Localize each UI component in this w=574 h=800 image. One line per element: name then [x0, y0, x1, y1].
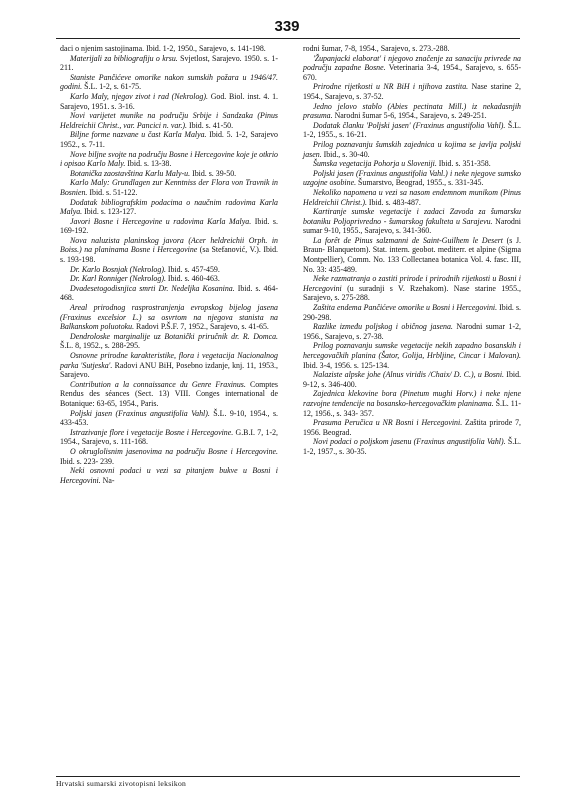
bibliography-entry	[303, 322, 521, 341]
bibliography-entry	[303, 169, 521, 188]
bibliography-entry	[60, 130, 278, 149]
bibliography-entry	[60, 169, 278, 179]
entry-title: Dodatak bibliografskim podacima o naučnim radovima Karla Malya.	[60, 197, 278, 217]
bibliography-entry	[60, 447, 278, 466]
entry-title: Materijali za bibliografiju o krsu.	[70, 53, 178, 63]
bibliography-entry	[60, 92, 278, 111]
entry-title: Zajednica klekovine bora (Pinetum mughi Horv.) i neke njene razvojne tendencije na bosansko-hercegovačkim planinama.	[303, 389, 521, 408]
bibliography-entry	[60, 73, 278, 92]
entry-citation: Šumarstvo, Beograd, 1955., s. 331-345.	[356, 178, 484, 188]
entry-title: Istrazivanje flore i vegetacije Bosne i Hercegovine.	[70, 427, 234, 437]
entry-citation: Narodni šumar 5-6, 1954., Sarajevo, s. 249-251.	[332, 111, 487, 121]
entry-citation: Ibid. 9-12, s. 346-400.	[303, 370, 521, 389]
entry-title: Dr. Karlo Bosnjak (Nekrolog).	[70, 264, 166, 274]
entry-citation: Radovi P.Š.F. 7, 1952., Sarajevo, s. 41-65.	[134, 322, 269, 332]
entry-title: Nova naluzista planinskog javora (Acer heldreichii Orph. in Boiss.) na planinama Bosne i Hercegovine	[60, 235, 278, 255]
right-column	[303, 44, 521, 457]
entry-citation: Zaštita prirode 7, 1956. Beograd.	[303, 418, 522, 437]
entry-title: Osnovne prirodne karakteristike, flora i vegetacija Nacionalnog parka 'Sutjeska'.	[60, 351, 278, 370]
entry-title: O okruglolisnim jasenovima na području Bosne i Hercegovine.	[70, 446, 278, 456]
entry-title: Jedno jelovo stablo (Abies pectinata Mill.) iz nekadasnjih prasuma.	[303, 101, 521, 121]
entry-citation: Ibid. s. 123-127.	[82, 207, 137, 217]
entry-title: Areal prirodnog rasprostranjenja evropskog bijelog jasena (Fraxinus excelsior L.) sa osvrtom na njegova stanista na Balkanskom poluotoku.	[60, 303, 278, 332]
entry-title: Dendroloske marginalije uz Botanički priručnik dr. R. Domca.	[70, 331, 278, 341]
entry-title: Prirodne rijetkosti u NR BiH i njihova zastita.	[313, 82, 469, 92]
entry-citation: Ibid. s. 39-50.	[190, 168, 237, 178]
bibliography-entry	[60, 466, 278, 485]
footer-rule	[56, 776, 520, 777]
entry-citation: Na-	[100, 475, 115, 485]
bibliography-entry	[60, 428, 278, 447]
entry-title: Karlo Maly, njegov zivot i rad (Nekrolog).	[70, 91, 208, 101]
entry-citation: Š.L. 1-2, 1957., s. 30-35.	[303, 437, 521, 456]
entry-title: Zaštita endema Pančićeve omorike u Bosni i Hercegovini.	[313, 303, 498, 313]
entry-citation: Ibid. s. 457-459.	[165, 264, 220, 274]
bibliography-entry	[60, 380, 278, 409]
entry-citation: Ibid. s. 483-487.	[366, 197, 421, 207]
entry-citation: Radovi ANU BiH, Posebno izdanje, knj. 11, 1953., Sarajevo.	[60, 360, 278, 380]
entry-citation: Ibid. s. 169-192.	[60, 216, 278, 236]
entry-title: Neke razmatranja o zastiti prirode i prirodnih rijetkosti u Bosni i Hercegovini	[303, 274, 521, 293]
bibliography-entry	[60, 351, 278, 380]
bibliography-entry	[303, 236, 521, 274]
entry-citation: Narodni sumar 1-2, 1956., Sarajevo, s. 27-38.	[303, 322, 521, 341]
bibliography-entry	[60, 265, 278, 275]
bibliography-entry	[303, 102, 521, 121]
bibliography-entry	[303, 389, 521, 418]
bibliography-entry	[303, 188, 521, 207]
entry-citation: Ibid. 5. 1-2, Sarajevo 1952., s. 7-11.	[60, 130, 278, 149]
bibliography-entry	[303, 44, 521, 54]
entry-citation: (s J. Braun- Blanquetom). Stat. intern. geobot. mediterr. et alpine (Sigma Montpellier), Comm. No. 133 Collectanea botanica Vol. 4. fasc. III, No. 33: 435-489.	[303, 235, 522, 274]
bibliography-entry	[303, 82, 521, 101]
bibliography-entry	[303, 303, 521, 322]
entry-title: Biljne forme nazvane u čast Karla Malya.	[70, 130, 207, 140]
entry-title: Nove biljne svojte na području Bosne i Hercegovine koje je otkrio i opisao Karlo Maly.	[60, 149, 278, 169]
bibliography-entry	[60, 198, 278, 217]
bibliography-entry	[303, 159, 521, 169]
bibliography-entry	[60, 274, 278, 284]
entry-citation: God. Biol. inst. 4. 1. Sarajevo, 1951. s. 3-16.	[60, 91, 278, 111]
bibliography-entry	[60, 150, 278, 169]
entry-citation: daci o njenim sastojinama. Ibid. 1-2, 1950., Sarajevo, s. 141-198.	[60, 44, 266, 53]
bibliography-entry	[60, 409, 278, 428]
entry-citation: Š.L. 1-2, s. 61-75.	[82, 82, 142, 92]
bibliography-entry	[60, 332, 278, 351]
entry-title: Dvadesetogodisnjica smrti Dr. Nedeljka Kosanina.	[70, 283, 235, 293]
bibliography-entry	[60, 217, 278, 236]
header-rule	[56, 38, 520, 39]
bibliography-entry	[303, 140, 521, 159]
bibliography-entry	[303, 341, 521, 370]
entry-title: Prilog poznavanju sumske vegetacije nekih zapadno bosanskih i hercegovačkih planina (Šator, Golija, Hrbljine, Cincar i Malovan).	[303, 341, 521, 360]
entry-citation: Ibid. s. 41-50.	[187, 120, 234, 130]
entry-citation: Ibid. s. 290-298.	[303, 303, 521, 322]
entry-citation: Š.L. 11-12, 1956., s. 343- 357.	[303, 398, 521, 418]
entry-title: Razlike između poljskog i običnog jasena.	[313, 322, 453, 332]
bibliography-entry	[60, 236, 278, 265]
bibliography-entry	[60, 303, 278, 332]
entry-citation: Ibid. s. 223- 239.	[60, 456, 114, 466]
bibliography-entry	[303, 207, 521, 236]
entry-citation: G.B.I. 7, 1-2, 1954., Sarajevo, s. 111-168.	[60, 427, 278, 447]
entry-citation: Š.L. 8, 1952., s. 288-295.	[60, 341, 141, 351]
entry-citation: Ibid. s. 13-38.	[125, 159, 172, 169]
footer-title: Hrvatski sumarski zivotopisni leksikon	[56, 779, 187, 788]
entry-title: Novi podaci o poljskom jasenu (Fraxinus angustifolia Vahl).	[313, 437, 506, 447]
bibliography-entry	[303, 54, 521, 83]
entry-citation: Ibid. s. 51-122.	[87, 187, 138, 197]
entry-citation: Š.L. 1-2, 1955., s. 16-21.	[303, 120, 521, 140]
entry-citation: Veterinaria 3-4, 1954., Sarajevo, s. 655-670.	[303, 63, 521, 82]
bibliography-entry	[60, 284, 278, 303]
entry-title: Prasuma Peručica u NR Bosni i Hercegovini.	[313, 418, 463, 428]
entry-citation: rodni šumar, 7-8, 1954., Sarajevo, s. 273.-288.	[303, 44, 450, 53]
entry-citation: (sa Stefanović, V.). Ibid. s. 193-198.	[60, 245, 278, 265]
entry-citation: Narodni sumar 9-10, 1955., Sarajevo, s. 341-360.	[303, 216, 521, 236]
entry-citation: Nase starine 2, 1954., Sarajevo, s. 37-52.	[303, 82, 521, 101]
entry-title: La forêt de Pinus salzmanni de Saint-Guilhem le Desert	[313, 235, 503, 245]
entry-citation: Comptes Rendus des séances (Sect. 13) VIII. Conges international de Botanique: 63-65, 1954., Paris.	[60, 379, 278, 408]
page-number: 339	[274, 18, 300, 35]
bibliography-entry	[60, 54, 278, 73]
entry-title: Neki osnovni podaci u vezi sa pitanjem bukve u Bosni i Hercegovini.	[60, 466, 278, 485]
entry-citation: Ibid. s. 351-358.	[436, 159, 491, 169]
entry-title: Javori Bosne i Hercegovine u radovima Karla Malya.	[70, 216, 252, 226]
bibliography-entry	[303, 274, 521, 303]
entry-citation: Š.L. 9-10, 1954., s. 433-453.	[60, 408, 278, 428]
entry-title: Novi varijetet munike na području Srbije i Sandzaka (Pinus Heldreichii Christ., var. Pancici n. var.).	[60, 111, 278, 130]
entry-title: Nalaziste alpske johe (Alnus viridis /Chaix/ D. C.), u Bosni.	[313, 370, 505, 380]
entry-citation: (u suradnji s V. Rzehakom). Nase starine 1955., Sarajevo, s. 275-288.	[303, 283, 521, 303]
entry-title: Contribution a la connaissance du Genre Fraxinus.	[70, 379, 246, 389]
left-column	[60, 44, 278, 485]
entry-citation: Ibid. s. 464-468.	[60, 283, 279, 303]
entry-title: Poljski jasen (Fraxinus angustifolia Vahl.) i neke njegove sumsko uzgojne osobine.	[303, 168, 521, 188]
entry-title: Kartiranje sumske vegetacije i zadaci Zavoda za šumarsku botaniku Poljoprivredno - šumarskog fakulteta u Sarajevu.	[303, 207, 521, 226]
entry-title: Karlo Maly: Grundlagen zur Kenntniss der Flora von Travnik in Bosnien.	[60, 178, 278, 197]
entry-title: Dodatak članku 'Poljski jasen' (Fraxinus angustifolia Vahl).	[313, 120, 506, 130]
bibliography-entry	[303, 370, 521, 389]
bibliography-entry	[60, 178, 278, 197]
entry-title: Botanička zaostavština Karlu Maly-u.	[70, 168, 191, 178]
bibliography-entry	[60, 111, 278, 130]
entry-title: Nekoliko napomena u vezi sa nasom endemnom munikom (Pinus Heldreichii Christ.).	[303, 187, 521, 207]
bibliography-entry	[303, 121, 521, 140]
entry-title: Šumska vegetacija Pohorja u Sloveniji.	[313, 159, 437, 169]
entry-title: Dr. Karl Ronniger (Nekrolog).	[70, 274, 166, 284]
entry-title: Staniste Pančićeve omorike nakon sumskih požara u 1946/47. godini.	[60, 72, 278, 92]
entry-title: Poljski jasen (Fraxinus angustifolia Vahl).	[70, 408, 210, 418]
entry-title: 'Županjacki elaborat' i njegovo značenje za sanaciju privrede na području zapadne Bosne.	[303, 53, 521, 73]
entry-citation: Ibid. 3-4, 1956. s. 125-134.	[303, 360, 390, 370]
entry-citation: Svjetlost, Sarajevo. 1950. s. 1-211.	[60, 53, 279, 73]
bibliography-entry	[303, 437, 521, 456]
entry-citation: Ibid. s. 460-463.	[165, 274, 220, 284]
bibliography-entry	[60, 44, 278, 54]
bibliography-entry	[303, 418, 521, 437]
entry-title: Prilog poznavanju šumskih zajednica u kojima se javlja poljski jasen.	[303, 139, 521, 159]
entry-citation: Ibid., s. 30-40.	[321, 149, 370, 159]
